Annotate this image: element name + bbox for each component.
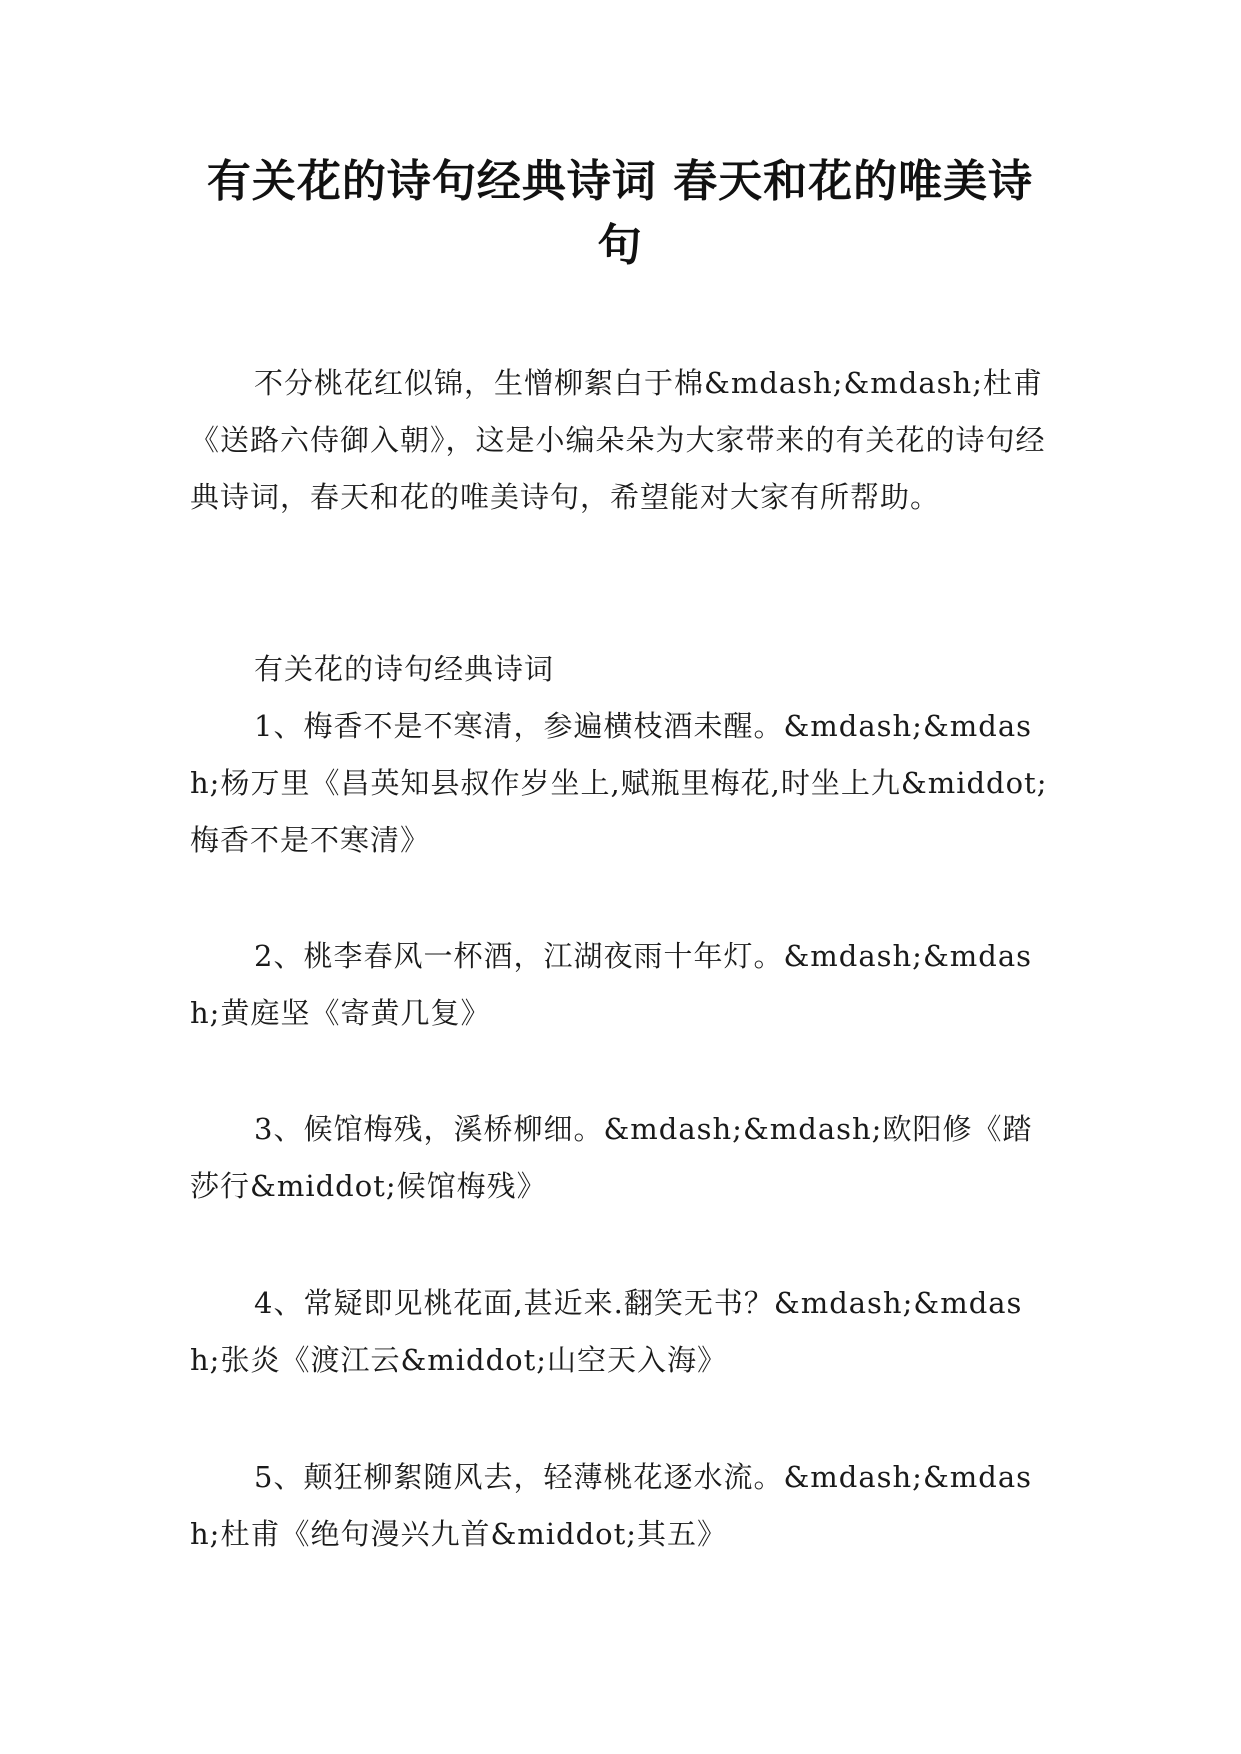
intro-paragraph: 不分桃花红似锦，生憎柳絮白于棉&mdash;&mdash;杜甫《送路六侍御入朝》，这是小编朵朵为大家带来的有关花的诗句经典诗词，春天和花的唯美诗句，希望能对大家有所帮助。: [190, 366, 1046, 514]
document-title: 有关花的诗句经典诗词 春天和花的唯美诗句: [206, 156, 1034, 271]
poem-item: 4、常疑即见桃花面,甚近来.翻笑无书？&mdash;&mdash;张炎《渡江云&middot;山空天入海》: [190, 1286, 1023, 1377]
section-heading: 有关花的诗句经典诗词: [254, 652, 555, 686]
poem-item: 5、颠狂柳絮随风去，轻薄桃花逐水流。&mdash;&mdash;杜甫《绝句漫兴九首&middot;其五》: [190, 1460, 1032, 1551]
poem-item: 1、梅香不是不寒清，参遍横枝酒未醒。&mdash;&mdash;杨万里《昌英知县叔作岁坐上,赋瓶里梅花,时坐上九&middot;梅香不是不寒清》: [190, 709, 1048, 857]
poem-item: 3、候馆梅残，溪桥柳细。&mdash;&mdash;欧阳修《踏莎行&middot;候馆梅残》: [190, 1112, 1033, 1203]
poem-item: 2、桃李春风一杯酒，江湖夜雨十年灯。&mdash;&mdash;黄庭坚《寄黄几复》: [190, 939, 1032, 1030]
